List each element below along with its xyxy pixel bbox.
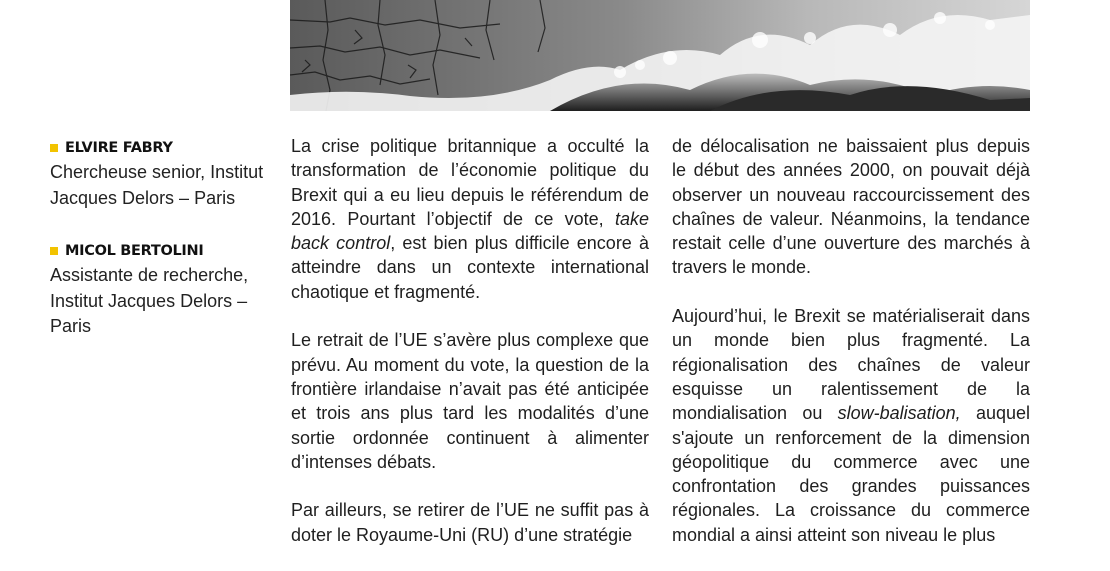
article-column-1 xyxy=(291,134,649,571)
header-photo xyxy=(290,0,1030,111)
author-block xyxy=(50,136,270,211)
author-role: Assistante de recherche, Institut Jacques Delors – Paris xyxy=(50,265,249,336)
yellow-square-icon xyxy=(50,247,58,255)
author-name xyxy=(50,136,270,160)
author-role: Chercheuse senior, Institut Jacques Delors – Paris xyxy=(50,162,264,208)
author-name-text: ELVIRE FABRY xyxy=(65,140,173,156)
author-name xyxy=(50,239,270,263)
paragraph: Par ailleurs, se retirer de l’UE ne suffit pas à doter le Royaume-Uni (RU) d’une stratégie xyxy=(291,500,649,545)
author-name-text: MICOL BERTOLINI xyxy=(65,243,204,259)
paragraph-text: Aujourd’hui, le Brexit se matérialiserait dans un monde bien plus fragmenté. La régionalisation des chaînes de valeur esquisse un ralentissement de la mondialisation ou xyxy=(672,306,1030,424)
article-column-2 xyxy=(672,134,1030,571)
waves-crashing-image xyxy=(290,0,1030,111)
paragraph: de délocalisation ne baissaient plus depuis le début des années 2000, on pouvait déjà observer un nouveau raccourcissement des chaînes de valeur. Néanmoins, la tendance restait celle d’une ouverture des marchés à travers le monde. xyxy=(672,136,1030,278)
paragraph-text: La crise politique britannique a occulté la transformation de l’économie politique du Brexit qui a eu lieu depuis le référendum de 2016. Pourtant l’objectif de ce vote, xyxy=(291,136,649,229)
italic-text: slow-balisation, xyxy=(837,403,961,424)
italic-text: take back control xyxy=(291,208,649,254)
author-block xyxy=(50,239,270,340)
paragraph-text: auquel s'ajoute un renforcement de la dimension géopolitique du commerce avec une confrontation des grandes puissances régionales. La croissance du commerce mondial a ainsi atteint son niveau le plus xyxy=(672,403,1031,545)
yellow-square-icon xyxy=(50,144,58,152)
authors-sidebar xyxy=(50,136,270,368)
paragraph xyxy=(291,134,649,304)
paragraph: Le retrait de l’UE s’avère plus complexe que prévu. Au moment du vote, la question de la frontière irlandaise n’avait pas été anticipée et trois ans plus tard les modalités d’une sortie ordonnée continuent à alimenter d’intenses débats. xyxy=(291,330,649,472)
paragraph-text: , est bien plus difficile encore à atteindre dans un contexte international chaotique et fragmenté. xyxy=(291,233,649,302)
paragraph xyxy=(672,304,1030,547)
